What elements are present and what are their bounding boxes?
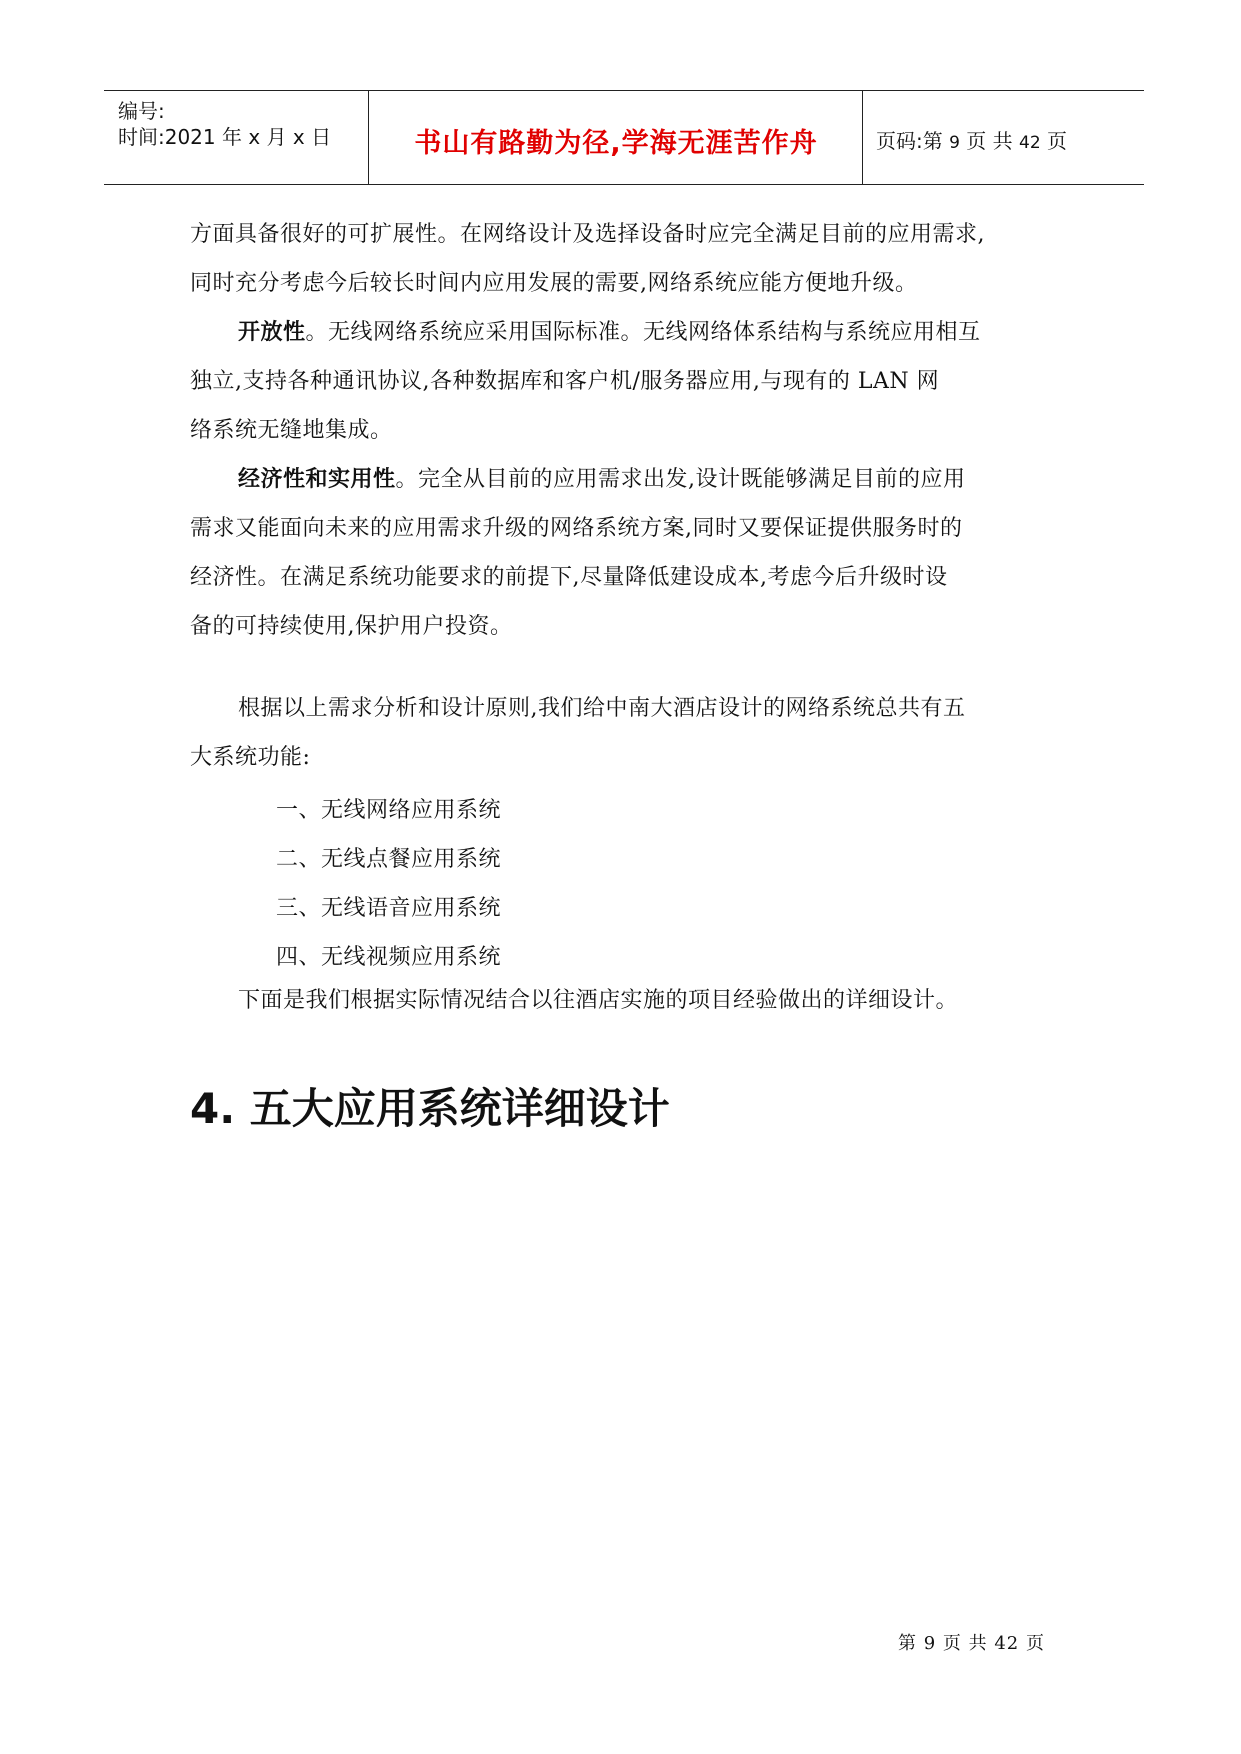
header-page-code: [876, 125, 1067, 154]
list-item: 二、无线点餐应用系统: [276, 847, 502, 872]
text-line: 。完全从目前的应用需求出发,设计既能够满足目前的应用: [395, 467, 966, 492]
paragraph-economy: [190, 455, 1070, 651]
page-code-mid: 页 共: [966, 129, 1013, 153]
paragraph-scalability: [190, 210, 1070, 308]
term-openness: 开放性: [238, 320, 306, 345]
text-line: 络系统无缝地集成。: [190, 418, 393, 443]
text-line: 下面是我们根据实际情况结合以往酒店实施的项目经验做出的详细设计。: [238, 988, 959, 1013]
page-current: 9: [949, 133, 960, 153]
term-economy: 经济性和实用性: [238, 467, 396, 492]
text-line: 大系统功能:: [190, 745, 311, 770]
page-total: 42: [1019, 133, 1041, 153]
text-line: 需求又能面向未来的应用需求升级的网络系统方案,同时又要保证提供服务时的: [190, 516, 963, 541]
page-code-suffix: 页: [1047, 129, 1068, 153]
page-header: [104, 90, 1144, 185]
document-time-label: 时间:2021 年 x 月 x 日: [118, 125, 332, 149]
page-code-prefix: 页码:第: [876, 129, 943, 153]
document-number-label: 编号:: [118, 99, 165, 123]
text-line: 备的可持续使用,保护用户投资。: [190, 614, 513, 639]
header-motto-cell: [370, 91, 863, 184]
list-item: 一、无线网络应用系统: [276, 798, 502, 823]
paragraph-summary: [190, 684, 1070, 782]
header-motto: 书山有路勤为径,学海无涯苦作舟: [414, 128, 818, 159]
text-line: 同时充分考虑今后较长时间内应用发展的需要,网络系统应能方便地升级。: [190, 271, 918, 296]
text-line: 。无线网络系统应采用国际标准。无线网络体系结构与系统应用相互: [305, 320, 981, 345]
page-footer: 第 9 页 共 42 页: [898, 1633, 1045, 1654]
paragraph-openness: [190, 308, 1070, 455]
header-info-cell: [104, 91, 369, 184]
text-line: 独立,支持各种通讯协议,各种数据库和客户机/服务器应用,与现有的 LAN 网: [190, 369, 940, 394]
text-line: 经济性。在满足系统功能要求的前提下,尽量降低建设成本,考虑今后升级时设: [190, 565, 948, 590]
text-line: 方面具备很好的可扩展性。在网络设计及选择设备时应完全满足目前的应用需求,: [190, 222, 985, 247]
text-line: 根据以上需求分析和设计原则,我们给中南大酒店设计的网络系统总共有五: [238, 696, 966, 721]
list-item: 四、无线视频应用系统: [276, 945, 502, 970]
section-heading: 4. 五大应用系统详细设计: [190, 1084, 670, 1133]
paragraph-intro-design: [190, 976, 1070, 1025]
list-item: 三、无线语音应用系统: [276, 896, 502, 921]
header-page-cell: [864, 91, 1144, 184]
